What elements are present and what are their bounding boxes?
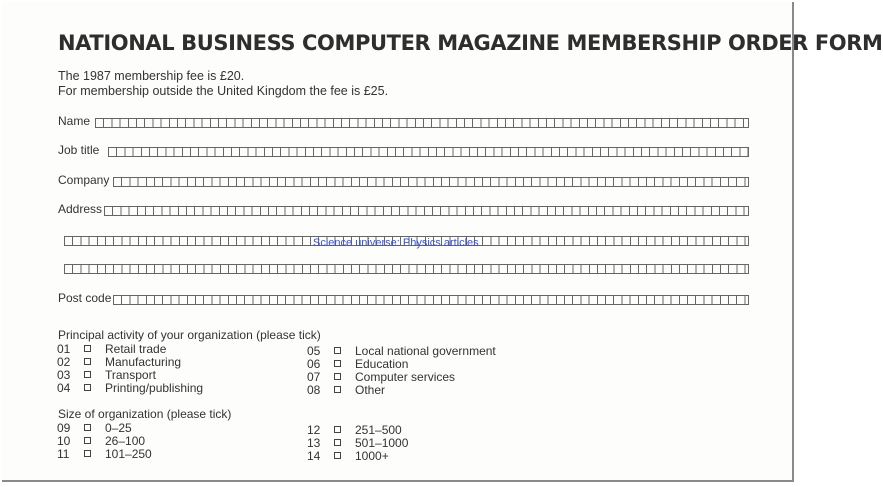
option-code: 11 xyxy=(57,447,70,461)
fee-text-overseas: For membership outside the United Kingdom the fee is £25. xyxy=(58,84,389,98)
option-label: Other xyxy=(355,383,386,397)
option-label: Retail trade xyxy=(105,342,167,356)
activity-section-label: Principal activity of your organization (please tick) xyxy=(58,328,321,342)
order-form-card xyxy=(2,2,883,482)
checkbox-icon[interactable] xyxy=(84,358,91,365)
company-label: Company xyxy=(58,173,110,187)
option-code: 12 xyxy=(307,423,321,437)
option-code: 13 xyxy=(307,436,321,450)
option-label: Computer services xyxy=(355,370,456,384)
option-label: Transport xyxy=(105,368,156,382)
checkbox-icon[interactable] xyxy=(84,437,91,444)
option-label: Manufacturing xyxy=(105,355,182,369)
option-label: 1000+ xyxy=(355,449,389,463)
option-code: 04 xyxy=(57,381,71,395)
checkbox-icon[interactable] xyxy=(84,424,91,431)
checkbox-icon[interactable] xyxy=(334,439,341,446)
option-label: 0–25 xyxy=(105,421,132,435)
option-label: 101–250 xyxy=(105,447,152,461)
option-code: 10 xyxy=(57,434,71,448)
address-label: Address xyxy=(58,202,103,216)
option-code: 08 xyxy=(307,383,321,397)
form-title: NATIONAL BUSINESS COMPUTER MAGAZINE MEMBERSHIP ORDER FORM xyxy=(58,31,883,55)
checkbox-icon[interactable] xyxy=(84,345,91,352)
watermark-text: Science universe: Physics articles xyxy=(313,237,479,249)
option-label: 26–100 xyxy=(105,434,146,448)
option-label: Local national government xyxy=(355,344,496,358)
job-title-label: Job title xyxy=(58,143,100,157)
option-code: 02 xyxy=(57,355,71,369)
post-code-label: Post code xyxy=(58,291,112,305)
checkbox-icon[interactable] xyxy=(84,384,91,391)
post-code-input-boxes[interactable] xyxy=(113,295,749,305)
fee-text-uk: The 1987 membership fee is £20. xyxy=(58,69,245,83)
option-code: 06 xyxy=(307,357,321,371)
option-code: 05 xyxy=(307,344,321,358)
job-title-input-boxes[interactable] xyxy=(108,147,749,157)
option-code: 03 xyxy=(57,368,71,382)
option-code: 01 xyxy=(57,342,71,356)
option-code: 09 xyxy=(57,421,71,435)
option-label: Education xyxy=(355,357,409,371)
address-input-boxes-line1[interactable] xyxy=(104,206,749,216)
checkbox-icon[interactable] xyxy=(334,373,341,380)
option-code: 07 xyxy=(307,370,321,384)
checkbox-icon[interactable] xyxy=(334,386,341,393)
checkbox-icon[interactable] xyxy=(334,452,341,459)
option-label: 501–1000 xyxy=(355,436,409,450)
checkbox-icon[interactable] xyxy=(84,450,91,457)
checkbox-icon[interactable] xyxy=(334,360,341,367)
name-input-boxes[interactable] xyxy=(95,118,749,128)
option-code: 14 xyxy=(307,449,321,463)
option-label: Printing/publishing xyxy=(105,381,204,395)
name-label: Name xyxy=(58,114,91,128)
size-section-label: Size of organization (please tick) xyxy=(58,407,232,421)
company-input-boxes[interactable] xyxy=(113,177,749,187)
option-label: 251–500 xyxy=(355,423,402,437)
checkbox-icon[interactable] xyxy=(334,426,341,433)
checkbox-icon[interactable] xyxy=(84,371,91,378)
address-input-boxes-line3[interactable] xyxy=(64,264,749,274)
checkbox-icon[interactable] xyxy=(334,347,341,354)
